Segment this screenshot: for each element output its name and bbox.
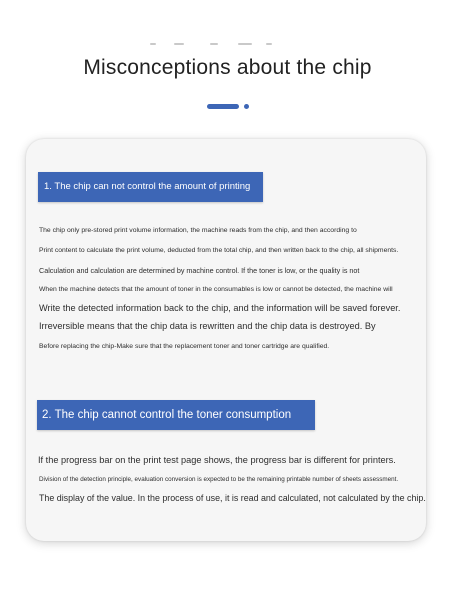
- section-1-line-3: Calculation and calculation are determined by machine control. If the toner is low, or the quality is not: [39, 266, 360, 275]
- section-1-line-2: Print content to calculate the print volume, deducted from the total chip, and then written back to the chip, all shipments.: [39, 247, 399, 254]
- section-1-line-5: Write the detected information back to the chip, and the information will be saved forever.: [39, 303, 401, 313]
- page-title: Misconceptions about the chip: [83, 56, 372, 79]
- section-1-heading: 1. The chip can not control the amount of printing: [38, 172, 263, 202]
- section-1-line-4: When the machine detects that the amount of toner in the consumables is low or cannot be detected, the machine will: [39, 286, 393, 293]
- faint-top-artifact: [140, 40, 300, 48]
- section-2-heading: 2. The chip cannot control the toner consumption: [37, 400, 315, 430]
- title-underline-dot: [244, 104, 249, 109]
- section-2-line-1: If the progress bar on the print test page shows, the progress bar is different for printers.: [38, 455, 396, 465]
- title-underline-bar: [207, 104, 239, 109]
- section-1-line-1: The chip only pre-stored print volume information, the machine reads from the chip, and then according to: [39, 227, 357, 234]
- section-1-line-6: Irreversible means that the chip data is rewritten and the chip data is destroyed. By: [39, 321, 376, 331]
- section-2-line-3: The display of the value. In the process of use, it is read and calculated, not calculated by the chip.: [39, 493, 426, 503]
- section-2-line-2: Division of the detection principle, evaluation conversion is expected to be the remaining printable number of sheets assessment.: [39, 476, 399, 483]
- section-1-line-7: Before replacing the chip-Make sure that the replacement toner and toner cartridge are qualified.: [39, 343, 330, 350]
- content-card: [26, 139, 426, 541]
